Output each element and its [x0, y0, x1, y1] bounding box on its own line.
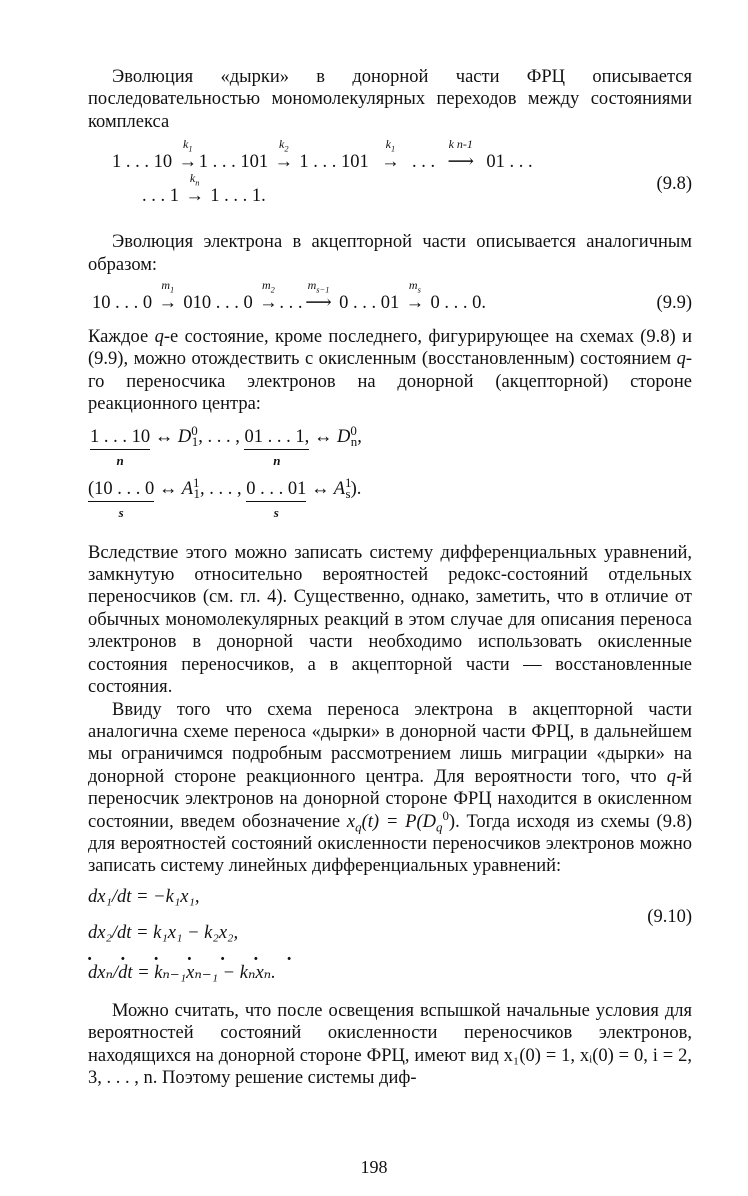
arrow-kn: $k_n$ →	[185, 171, 204, 207]
eq99-line	[92, 278, 486, 314]
arrow-ms: $m_s$ →	[405, 278, 425, 314]
eq910-dots: . . . . . . .	[88, 944, 305, 965]
arrow-k2: $k_2$ →	[274, 137, 293, 173]
eq98-term: 1 . . . 10	[112, 152, 173, 173]
equation-number: (9.8)	[656, 174, 692, 195]
page-body	[88, 66, 692, 1089]
arrow-k1: $k_1$ →	[178, 137, 197, 173]
equation-9-8	[88, 139, 692, 213]
paragraph-6: Можно считать, что после освещения вспышкой начальные условия для вероятностей состояний окисленности переносчиков электронов, находящихся на донорной стороне ФРЦ, имеют вид x₁(0) = 1, xᵢ(0) = 0, i = 2, 3, . . . , n. Поэтому решение системы диф-	[88, 1000, 692, 1088]
page-number: 198	[360, 1157, 388, 1177]
paragraph-3: Каждое q-е состояние, кроме последнего, фигурирующее на схемах (9.8) и (9.9), можно отождествить с окисленным (восстановленным) состоянием q-го переносчика электронов на донорной (акцепторной) стороне реакционного центра:	[88, 327, 692, 415]
eq99-term: . . .	[279, 293, 303, 314]
underbrace-s: 0 . . . 01 s	[246, 478, 307, 520]
eq98-term: 1 . . . 101	[299, 152, 369, 173]
eq98-term: 01 . . .	[486, 152, 533, 173]
eq910-line2: dx₂/dt = k₁x₁ − k₂x₂,	[88, 922, 239, 943]
state-correspondence	[88, 424, 692, 528]
underbrace-n: 1 . . . 10 n	[90, 426, 151, 468]
equation-number: (9.9)	[656, 293, 692, 314]
arrow-m2: $m_2$ →	[259, 278, 278, 314]
equation-number: (9.10)	[647, 906, 692, 927]
eq99-term: 0 . . . 01	[339, 293, 400, 314]
equation-9-9	[88, 278, 692, 318]
eq99-term: 010 . . . 0	[183, 293, 253, 314]
paragraph-5: Ввиду того что схема переноса электрона в акцепторной части аналогична схеме переноса «дырки» в донорной части ФРЦ, в дальнейшем мы ограничимся подробным рассмотрением лишь миграции «дырки» на донорной стороне реакционного центра. Для вероятности того, что q-й переносчик электронов на донорной стороне ФРЦ находится в окисленном состоянии, введем обозначение $x_q(t) = P(D_q^0)$. Тогда исходя из схемы (9.8) для вероятностей состояний окисленности переносчиков электронов можно записать систему линейных дифференциальных уравнений:	[88, 699, 692, 877]
arrow-k1b: $k_1$ →	[381, 137, 400, 173]
eq98-term: 1 . . . 1.	[210, 186, 266, 207]
paragraph-2: Эволюция электрона в акцепторной части описывается аналогичным образом:	[88, 232, 692, 275]
equation-9-10	[88, 882, 692, 990]
underbrace-n: 01 . . . 1, n	[244, 426, 310, 468]
eq98-line1	[112, 137, 533, 173]
arrow-ms1: $m_{s-1}$ ⟶	[305, 278, 332, 314]
eq98-term: . . . 1	[142, 186, 179, 207]
eq910-line3: dxₙ/dt = kₙ₋₁xₙ₋₁ − kₙxₙ.	[88, 962, 276, 983]
corr-line2: (10 . . . 0 s ↔ $A^1_1$, . . . , 0 . . . 01 s ↔ $A^1_s$).	[88, 474, 362, 520]
paragraph-4: Вследствие этого можно записать систему дифференциальных уравнений, замкнутую относительно вероятностей редокс-состояний отдельных переносчиков (см. гл. 4). Существенно, однако, заметить, что в отличие от обычных мономолекулярных реакций в этом случае для описания переноса электронов в донорной части необходимо использовать окисленные состояния переносчиков, а в акцепторной части — восстановленные состояния.	[88, 542, 692, 698]
eq910-line1: dx₁/dt = −k₁x₁,	[88, 886, 200, 907]
eq99-term: 10 . . . 0	[92, 293, 153, 314]
eq98-term: . . .	[412, 152, 436, 173]
eq98-term: 1 . . . 101	[198, 152, 269, 173]
corr-line1: 1 . . . 10 n ↔ $D^0_1$, . . . , 01 . . . 1, n ↔ $D^0_n$,	[90, 422, 362, 468]
paragraph-1: Эволюция «дырки» в донорной части ФРЦ описывается последовательностью мономолекулярных переходов между состояниями комплекса	[88, 67, 692, 132]
eq99-term: 0 . . . 0.	[430, 293, 486, 314]
arrow-m1: $m_1$ →	[158, 278, 177, 314]
eq98-line2	[142, 171, 266, 207]
arrow-kn1: k n-1 ⟶	[447, 137, 475, 173]
underbrace-s: (10 . . . 0 s	[88, 478, 155, 520]
